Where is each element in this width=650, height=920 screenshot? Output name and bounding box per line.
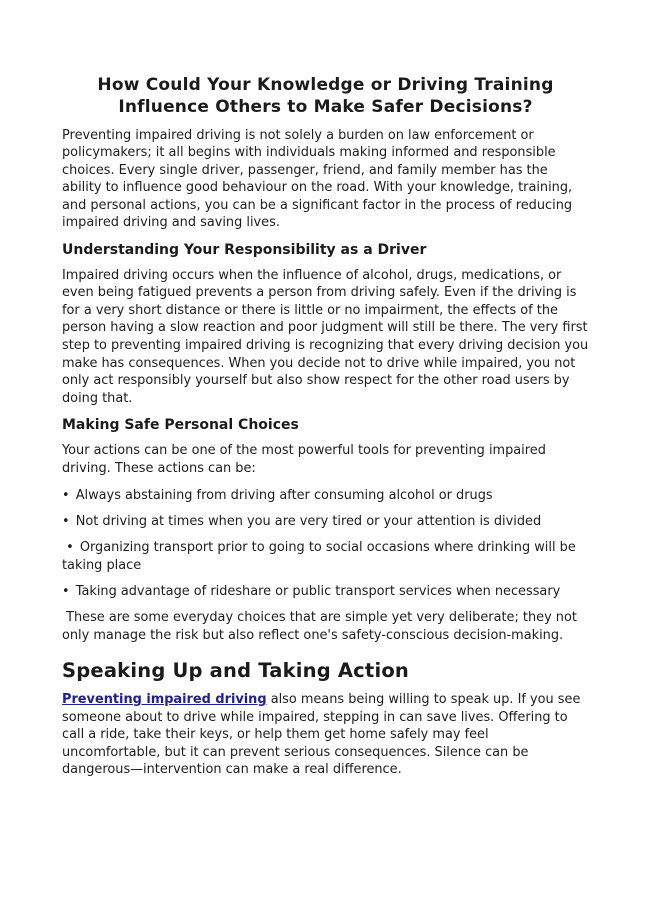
speaking-up-paragraph-text: also means being willing to speak up. If you see someone about to drive while impaired, stepping in can save lives. Offering to call a ride, take their keys, or help them get home safely may feel uncomfortable, but it can prevent serious consequences. Silence can be dangerous—intervention can make a real difference. [62,692,585,778]
list-item [62,583,589,601]
list-item-text: Taking advantage of rideshare or public transport services when necessary [75,583,561,599]
responsibility-paragraph: Impaired driving occurs when the influence of alcohol, drugs, medications, or even being fatigued prevents a person from driving safely. Even if the driving is for a very short distance or there is little or no impairment, the effects of the person having a slow reaction and poor judgment will still be there. The very first step to preventing impaired driving is recognizing that every driving decision you make has consequences. When you decide not to drive while impaired, you not only act responsibly yourself but also show respect for the other road users by doing that. [62,267,593,406]
list-item [62,539,589,574]
bullet-icon: • [62,488,70,504]
list-item-text: Organizing transport prior to going to social occasions where drinking will be taking place [62,540,580,573]
bullet-icon: • [66,540,74,556]
preventing-impaired-driving-link[interactable]: Preventing impaired driving [62,692,267,708]
intro-paragraph: Preventing impaired driving is not solely a burden on law enforcement or policymakers; it all begins with individuals making informed and responsible choices. Every single driver, passenger, friend, and family member has the ability to influence good behaviour on the road. With your knowledge, training, and personal actions, you can be a significant factor in the process of reducing impaired driving and saving lives. [62,127,577,231]
choices-intro-paragraph: Your actions can be one of the most powerful tools for preventing impaired driving. These actions can be: [62,443,551,476]
section-heading-responsibility: Understanding Your Responsibility as a Driver [62,241,427,258]
section-heading-choices: Making Safe Personal Choices [62,417,299,434]
list-item [62,487,589,505]
document-title: How Could Your Knowledge or Driving Training Influence Others to Make Safer Decisions? [97,75,554,117]
bullet-icon: • [62,583,70,599]
choices-outro-paragraph: These are some everyday choices that are simple yet very deliberate; they not only manage the risk but also reflect one's safety-conscious decision-making. [62,609,582,643]
list-item-text: Always abstaining from driving after consuming alcohol or drugs [75,488,493,504]
list-item [62,513,589,531]
section-heading-speaking-up: Speaking Up and Taking Action [62,659,410,683]
list-item-text: Not driving at times when you are very tired or your attention is divided [75,514,542,530]
bullet-icon: • [62,514,70,530]
speaking-up-paragraph [62,691,589,779]
